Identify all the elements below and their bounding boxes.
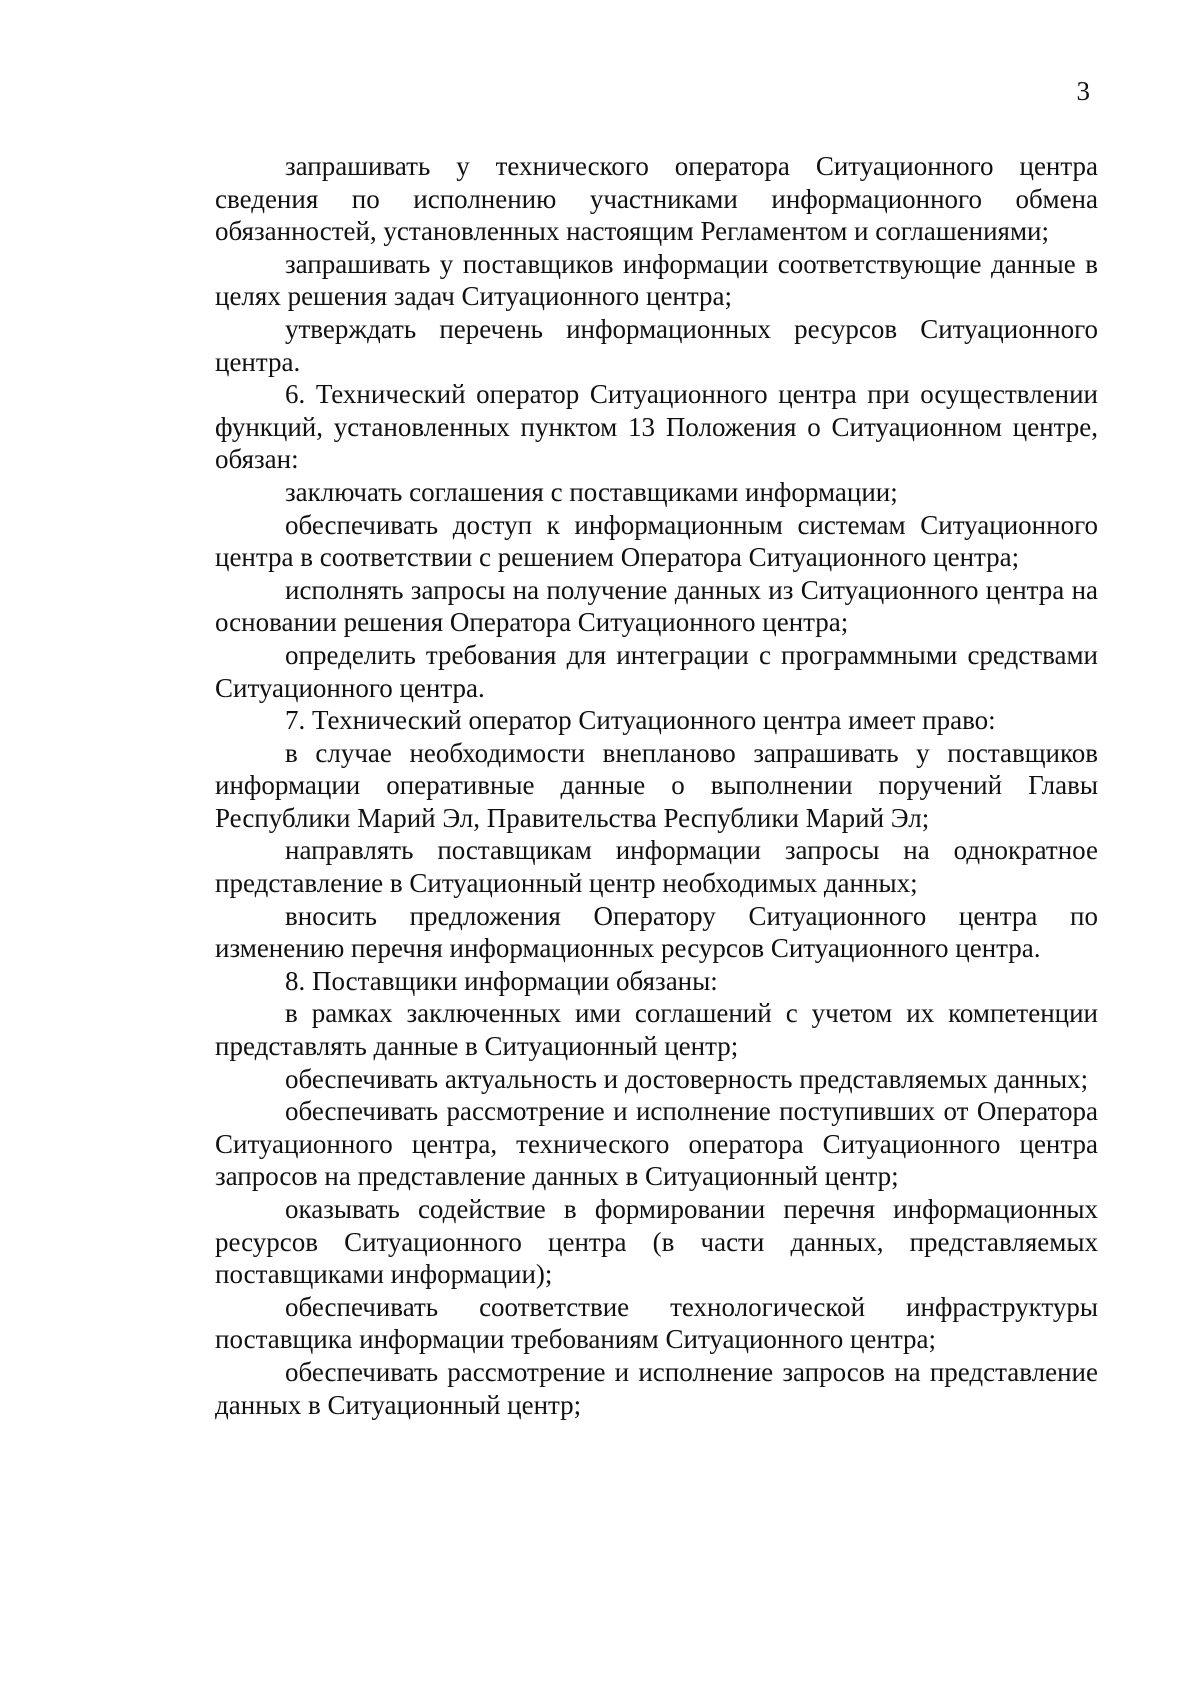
paragraph: в рамках заключенных ими соглашений с учетом их компетенции представлять данные в Ситуационный центр; [215, 998, 1098, 1062]
paragraph: запрашивать у поставщиков информации соответствующие данные в целях решения задач Ситуационного центра; [215, 248, 1098, 312]
page-number: 3 [1076, 76, 1090, 106]
paragraph: обеспечивать доступ к информационным системам Ситуационного центра в соответствии с решением Оператора Ситуационного центра; [215, 509, 1098, 573]
section-paragraph-7: 7. Технический оператор Ситуационного центра имеет право: [285, 705, 996, 736]
paragraph: заключать соглашения с поставщиками информации; [285, 476, 898, 507]
paragraph: обеспечивать актуальность и достоверность представляемых данных; [285, 1063, 1089, 1094]
section-paragraph-8: 8. Поставщики информации обязаны: [285, 965, 718, 996]
document-body [215, 150, 1098, 1421]
paragraph: в случае необходимости внепланово запрашивать у поставщиков информации оперативные данные о выполнении поручений Главы Республики Марий Эл, Правительства Республики Марий Эл; [215, 737, 1098, 833]
section-paragraph-6: 6. Технический оператор Ситуационного центра при осуществлении функций, установленных пунктом 13 Положения о Ситуационном центре, обязан: [215, 379, 1098, 475]
paragraph: оказывать содействие в формировании перечня информационных ресурсов Ситуационного центра (в части данных, представляемых поставщиками информации); [215, 1194, 1098, 1290]
paragraph: исполнять запросы на получение данных из Ситуационного центра на основании решения Оператора Ситуационного центра; [215, 574, 1098, 638]
paragraph: утверждать перечень информационных ресурсов Ситуационного центра. [215, 313, 1098, 377]
paragraph: вносить предложения Оператору Ситуационного центра по изменению перечня информационных ресурсов Ситуационного центра. [215, 900, 1098, 964]
paragraph: обеспечивать рассмотрение и исполнение запросов на представление данных в Ситуационный центр; [215, 1356, 1098, 1420]
paragraph: обеспечивать соответствие технологической инфраструктуры поставщика информации требованиям Ситуационного центра; [215, 1291, 1098, 1355]
paragraph: запрашивать у технического оператора Ситуационного центра сведения по исполнению участниками информационного обмена обязанностей, установленных настоящим Регламентом и соглашениями; [215, 151, 1098, 247]
paragraph: направлять поставщикам информации запросы на однократное представление в Ситуационный центр необходимых данных; [215, 835, 1098, 899]
paragraph: обеспечивать рассмотрение и исполнение поступивших от Оператора Ситуационного центра, технического оператора Ситуационного центра запросов на представление данных в Ситуационный центр; [215, 1096, 1098, 1192]
paragraph: определить требования для интеграции с программными средствами Ситуационного центра. [215, 639, 1098, 703]
